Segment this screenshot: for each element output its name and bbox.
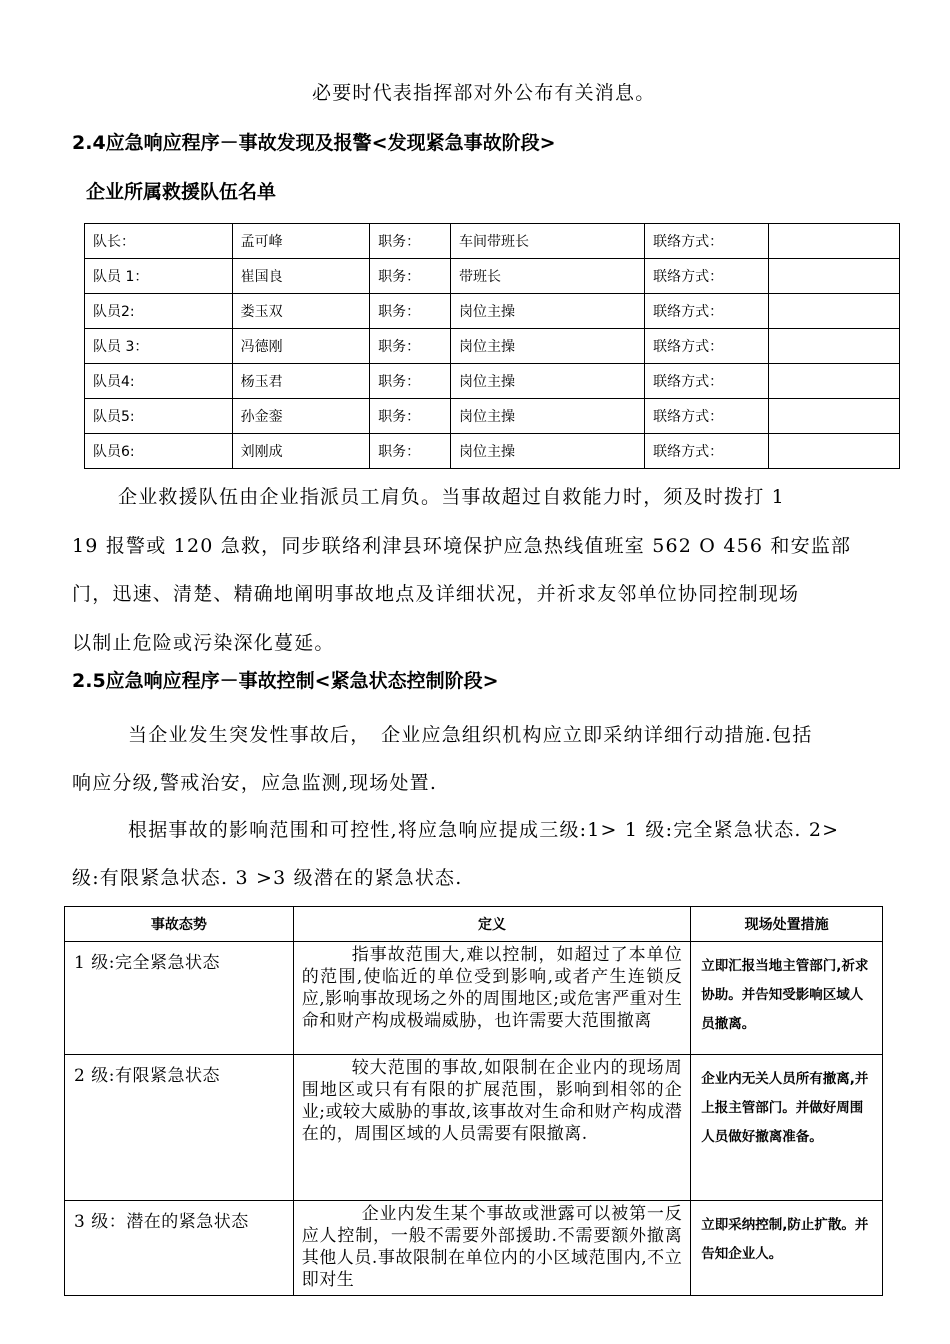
- roster-role: 队长：: [85, 224, 233, 259]
- level-paragraph: [72, 806, 839, 902]
- roster-contact-label: 联络方式：: [645, 329, 768, 364]
- roster-role: 队员4:: [85, 364, 233, 399]
- roster-duty: 岗位主操: [451, 294, 645, 329]
- roster-contact-value: [768, 329, 899, 364]
- roster-contact-label: 联络方式：: [645, 259, 768, 294]
- header-measures: 现场处置措施: [691, 907, 883, 942]
- team-paragraph-line: 门，迅速、清楚、精确地阐明事故地点及详细状况，并祈求友邻单位协同控制现场: [72, 583, 800, 605]
- team-paragraph: [72, 473, 851, 667]
- roster-row: [85, 294, 900, 329]
- roster-duty: 岗位主操: [451, 364, 645, 399]
- roster-duty: 岗位主操: [451, 434, 645, 469]
- level-definition: 较大范围的事故,如限制在企业内的现场周围地区或只有有限的扩展范围，影响到相邻的企业;或较大威胁的事故,该事故对生命和财产构成潜在的，周围区域的人员需要有限撤离.: [293, 1055, 691, 1201]
- team-paragraph-line: 企业救援队伍由企业指派员工肩负。当事故超过自救能力时，须及时拨打 1: [118, 486, 785, 508]
- roster-name: 娄玉双: [232, 294, 370, 329]
- level-definition: 企业内发生某个事故或泄露可以被第一反应人控制，一般不需要外部援助.不需要额外撤离其他人员.事故限制在单位内的小区域范围内,不立即对生: [293, 1201, 691, 1296]
- roster-contact-label: 联络方式：: [645, 434, 768, 469]
- roster-contact-value: [768, 259, 899, 294]
- response-paragraph-line: 响应分级,警戒治安，应急监测,现场处置.: [72, 772, 438, 794]
- roster-name: 冯德刚: [232, 329, 370, 364]
- roster-duty: 岗位主操: [451, 329, 645, 364]
- roster-duty-label: 职务：: [370, 294, 451, 329]
- roster-contact-value: [768, 399, 899, 434]
- level-row-2: [65, 1055, 883, 1201]
- roster-contact-label: 联络方式：: [645, 364, 768, 399]
- roster-name: 刘刚成: [232, 434, 370, 469]
- roster-contact-label: 联络方式：: [645, 294, 768, 329]
- roster-name: 孙金銮: [232, 399, 370, 434]
- response-level-table: [64, 906, 883, 1296]
- level-measures: 立即汇报当地主管部门,祈求协助。并告知受影响区域人员撤离。: [691, 942, 883, 1055]
- roster-role: 队员 1：: [85, 259, 233, 294]
- level-row-3: [65, 1201, 883, 1296]
- roster-row: [85, 399, 900, 434]
- level-table-header-row: [65, 907, 883, 942]
- roster-duty-label: 职务：: [370, 399, 451, 434]
- roster-duty-label: 职务：: [370, 259, 451, 294]
- roster-duty-label: 职务：: [370, 224, 451, 259]
- level-measures: 企业内无关人员所有撤离,并上报主管部门。并做好周围人员做好撤离准备。: [691, 1055, 883, 1201]
- roster-contact-value: [768, 434, 899, 469]
- roster-name: 崔国良: [232, 259, 370, 294]
- roster-contact-label: 联络方式：: [645, 224, 768, 259]
- roster-duty: 带班长: [451, 259, 645, 294]
- roster-contact-value: [768, 224, 899, 259]
- intro-line: 必要时代表指挥部对外公布有关消息。: [312, 82, 656, 104]
- roster-role: 队员 3：: [85, 329, 233, 364]
- roster-row: [85, 224, 900, 259]
- team-paragraph-line: 以制止危险或污染深化蔓延。: [72, 631, 335, 654]
- roster-name: 孟可峰: [232, 224, 370, 259]
- level-paragraph-line: 级:有限紧急状态. 3 >3 级潜在的紧急状态.: [72, 867, 463, 889]
- rescue-team-table: [84, 223, 900, 469]
- level-name: 2 级:有限紧急状态: [65, 1055, 294, 1201]
- roster-row: [85, 329, 900, 364]
- roster-role: 队员6:: [85, 434, 233, 469]
- response-paragraph: [72, 711, 813, 807]
- roster-row: [85, 434, 900, 469]
- header-situation: 事故态势: [65, 907, 294, 942]
- level-definition: 指事故范围大,难以控制，如超过了本单位的范围,使临近的单位受到影响,或者产生连锁反应,影响事故现场之外的周围地区;或危害严重对生命和财产构成极端威胁，也许需要大范围撤离: [293, 942, 691, 1055]
- roster-row: [85, 259, 900, 294]
- roster-duty-label: 职务：: [370, 329, 451, 364]
- level-name: 3 级：潜在的紧急状态: [65, 1201, 294, 1296]
- roster-role: 队员2:: [85, 294, 233, 329]
- level-paragraph-line: 根据事故的影响范围和可控性,将应急响应提成三级:1> 1 级:完全紧急状态. 2>: [128, 819, 840, 841]
- section-2-5-heading: 2.5应急响应程序－事故控制<紧急状态控制阶段>: [72, 670, 499, 692]
- section-2-4-heading: 2.4应急响应程序－事故发现及报警<发现紧急事故阶段>: [72, 132, 556, 154]
- roster-contact-value: [768, 364, 899, 399]
- roster-contact-label: 联络方式：: [645, 399, 768, 434]
- roster-name: 杨玉君: [232, 364, 370, 399]
- roster-duty: 岗位主操: [451, 399, 645, 434]
- team-paragraph-line: 19 报警或 120 急救，同步联络利津县环境保护应急热线值班室 562 O 456 和安监部: [72, 534, 852, 557]
- level-measures: 立即采纳控制,防止扩散。并告知企业人。: [691, 1201, 883, 1296]
- roster-duty-label: 职务：: [370, 434, 451, 469]
- roster-duty: 车间带班长: [451, 224, 645, 259]
- roster-row: [85, 364, 900, 399]
- roster-role: 队员5:: [85, 399, 233, 434]
- header-definition: 定义: [293, 907, 691, 942]
- roster-subheading: 企业所属救援队伍名单: [86, 181, 277, 203]
- roster-contact-value: [768, 294, 899, 329]
- level-name: 1 级:完全紧急状态: [65, 942, 294, 1055]
- roster-duty-label: 职务：: [370, 364, 451, 399]
- level-row-1: [65, 942, 883, 1055]
- response-paragraph-line: 当企业发生突发性事故后， 企业应急组织机构应立即采纳详细行动措施.包括: [128, 724, 813, 746]
